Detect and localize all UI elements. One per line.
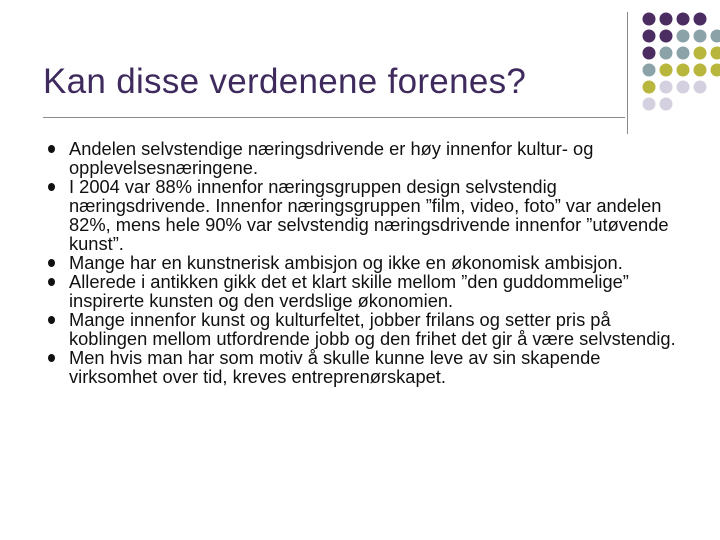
- decor-dot: [660, 98, 673, 111]
- bullet-text: Mange innenfor kunst og kulturfeltet, jobber frilans og setter pris på koblingen mellom utfordrende jobb og den frihet det gir å være selvstendig.: [69, 309, 676, 349]
- bullet-item: [48, 310, 688, 348]
- decor-dot: [643, 13, 656, 26]
- decor-dot: [694, 64, 707, 77]
- bullet-text: Mange har en kunstnerisk ambisjon og ikke en økonomisk ambisjon.: [69, 252, 623, 273]
- decor-dot: [694, 30, 707, 43]
- bullet-item: [48, 253, 688, 272]
- bullet-text: Andelen selvstendige næringsdrivende er høy innenfor kultur- og opplevelsesnæringene.: [69, 138, 594, 178]
- decor-dot: [643, 81, 656, 94]
- decor-dot: [677, 64, 690, 77]
- decor-dot: [643, 47, 656, 60]
- decorative-dot-grid: [640, 10, 720, 130]
- bullet-dot-icon: [48, 316, 55, 324]
- bullet-item: [48, 139, 688, 177]
- bullet-text: I 2004 var 88% innenfor næringsgruppen design selvstendig næringsdrivende. Innenfor næringsgruppen ”film, video, foto” var andelen 82%, mens hele 90% var selvstendig næringsdrivende innenfor ”utøvende kunst”.: [69, 176, 669, 254]
- decor-dot: [643, 98, 656, 111]
- decor-dot: [711, 47, 720, 60]
- bullet-list: [48, 139, 688, 386]
- decor-dot: [660, 64, 673, 77]
- decor-dot: [660, 30, 673, 43]
- bullet-item: [48, 348, 688, 386]
- bullet-item: [48, 177, 688, 253]
- bullet-text: Men hvis man har som motiv å skulle kunne leve av sin skapende virksomhet over tid, kreves entreprenørskapet.: [69, 347, 601, 387]
- bullet-text: Allerede i antikken gikk det et klart skille mellom ”den guddommelige” inspirerte kunsten og den verdslige økonomien.: [69, 271, 629, 311]
- vertical-divider: [627, 12, 628, 134]
- decor-dot: [711, 30, 720, 43]
- decor-dot: [643, 64, 656, 77]
- decor-dot: [660, 47, 673, 60]
- decor-dot: [677, 81, 690, 94]
- title-underline: [43, 117, 625, 118]
- bullet-dot-icon: [48, 183, 55, 191]
- decor-dot: [660, 13, 673, 26]
- decor-dot: [677, 30, 690, 43]
- bullet-dot-icon: [48, 278, 55, 286]
- decor-dot: [694, 47, 707, 60]
- decor-dot: [711, 64, 720, 77]
- decor-dot: [694, 81, 707, 94]
- bullet-item: [48, 272, 688, 310]
- bullet-dot-icon: [48, 259, 55, 267]
- bullet-dot-icon: [48, 145, 55, 153]
- bullet-dot-icon: [48, 354, 55, 362]
- decor-dot: [677, 13, 690, 26]
- decor-dot: [677, 47, 690, 60]
- decor-dot: [694, 13, 707, 26]
- slide-title: Kan disse verdenene forenes?: [43, 62, 527, 101]
- decor-dot: [660, 81, 673, 94]
- decor-dot: [643, 30, 656, 43]
